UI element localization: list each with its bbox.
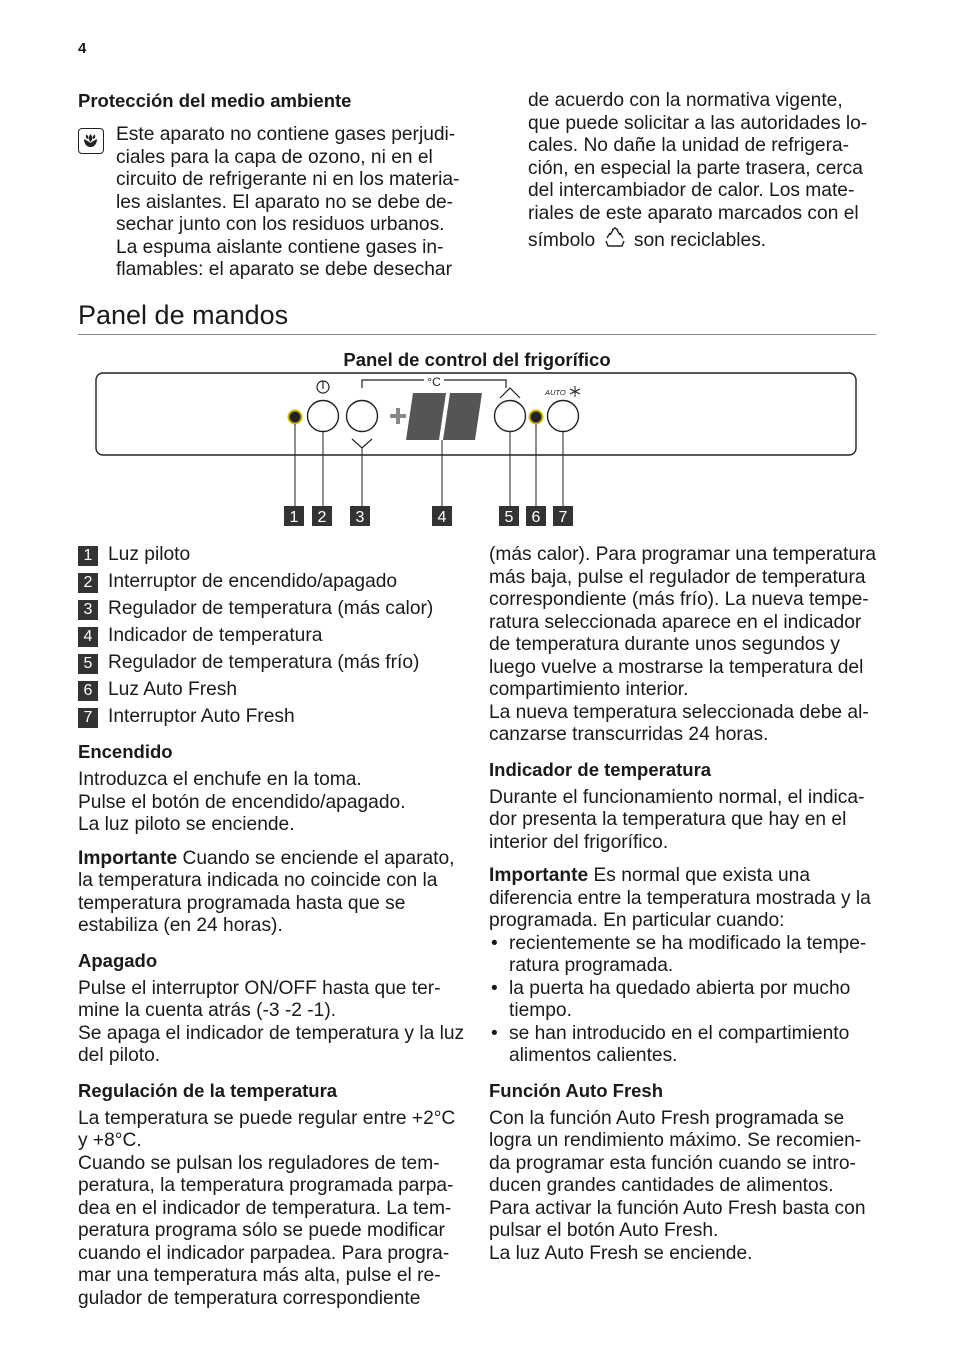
indicador-important-line: Importante Es normal que exista una xyxy=(489,865,811,886)
autofresh-line: ducen grandes cantidades de alimentos. xyxy=(489,1175,834,1196)
panel-caption: Panel de control del frigorífico xyxy=(343,349,611,370)
legend-label: Interruptor Auto Fresh xyxy=(108,706,295,728)
svg-text:7: 7 xyxy=(558,509,568,526)
callout-number-7 xyxy=(553,506,573,526)
regulacion-cont-line: canzarse transcurridas 24 horas. xyxy=(489,724,769,745)
encendido-line: Pulse el botón de encendido/apagado. xyxy=(78,791,406,813)
svg-text:4: 4 xyxy=(437,509,447,526)
svg-text:5: 5 xyxy=(504,509,514,526)
indicador-important-line: diferencia entre la temperatura mostrada y la xyxy=(489,887,871,909)
encendido-section xyxy=(78,741,468,938)
indicador-important-line: programada. En particular cuando: xyxy=(489,910,785,931)
control-panel-diagram xyxy=(94,370,860,530)
legend-label: Regulador de temperatura (más calor) xyxy=(108,598,434,620)
env-line: flamables: el aparato se debe desechar xyxy=(116,259,452,280)
encendido-important-line: la temperatura indicada no coincide con la xyxy=(78,870,438,891)
regulacion-cont-line: (más calor). Para programar una temperatura xyxy=(489,544,877,565)
indicador-line: dor presenta la temperatura que hay en el xyxy=(489,809,847,830)
degree-label: °C xyxy=(427,375,441,389)
svg-text:6: 6 xyxy=(531,509,541,526)
regulacion-cont-line: compartimiento interior. xyxy=(489,679,689,700)
autofresh-section xyxy=(489,1080,881,1266)
svg-text:2: 2 xyxy=(317,509,327,526)
auto-label: AUTO xyxy=(545,388,566,397)
svg-text:1: 1 xyxy=(289,509,299,526)
encendido-line: Introduzca el enchufe en la toma. xyxy=(78,769,362,790)
apagado-line: mine la cuenta atrás (-3 -2 -1). xyxy=(78,1000,337,1021)
callout-number-2 xyxy=(312,506,332,526)
auto-fresh-button[interactable] xyxy=(548,401,579,432)
environment-text-right xyxy=(528,90,888,253)
encendido-important-line: temperatura programada hasta que se xyxy=(78,892,406,914)
page-number: 4 xyxy=(78,40,87,57)
environment-icon xyxy=(78,128,104,154)
legend-label: Regulador de temperatura (más frío) xyxy=(108,652,420,674)
bullet-item: • recientemente se ha modificado la tempe- ratura programada. xyxy=(489,933,881,978)
regulacion-cont-line: luego vuelve a mostrarse la temperatura del xyxy=(489,656,864,678)
legend-label: Interruptor de encendido/apagado xyxy=(108,571,398,593)
legend-label: Indicador de temperatura xyxy=(108,625,323,647)
regulacion-heading: Regulación de la temperatura xyxy=(78,1079,338,1101)
indicador-line: Durante el funcionamiento normal, el indica- xyxy=(489,786,865,808)
regulacion-line: dea en el indicador de temperatura. La tem- xyxy=(78,1197,452,1219)
autofresh-line: La luz Auto Fresh se enciende. xyxy=(489,1242,753,1264)
env-line: del intercambiador de calor. Los mate- xyxy=(528,180,855,201)
env-last-before: símbolo xyxy=(528,230,596,251)
env-line: circuito de refrigerante ni en los materia- xyxy=(116,169,460,190)
regulacion-line: mar una temperatura más alta, pulse el re- xyxy=(78,1265,441,1286)
legend-item xyxy=(78,677,468,704)
legend-label: Luz Auto Fresh xyxy=(108,679,238,701)
temp-warmer-button[interactable] xyxy=(347,401,378,432)
regulacion-cont-line: ratura seleccionada aparece en el indicador xyxy=(489,611,862,633)
section-title: Panel de mandos xyxy=(78,300,289,330)
encendido-important-line: estabiliza (en 24 horas). xyxy=(78,915,283,936)
legend-number: 1 xyxy=(78,546,98,566)
legend-item xyxy=(78,704,468,731)
env-line-recycle xyxy=(528,227,888,253)
apagado-section xyxy=(78,950,468,1068)
regulacion-cont-line: de temperatura durante unos segundos y xyxy=(489,634,840,655)
env-line: ciales para la capa de ozono, ni en el xyxy=(116,146,433,168)
auto-fresh-light xyxy=(530,411,543,424)
environment-section-left xyxy=(78,90,468,112)
recycle-icon xyxy=(603,227,627,249)
env-line: les aislantes. El aparato no se debe de- xyxy=(116,191,454,213)
regulacion-cont-line: más baja, pulse el regulador de temperatura xyxy=(489,566,866,588)
important-label: Importante xyxy=(78,847,178,869)
temp-colder-button[interactable] xyxy=(495,401,526,432)
regulacion-line: gulador de temperatura correspondiente xyxy=(78,1287,421,1309)
callout-number-3 xyxy=(350,506,370,526)
encendido-line: La luz piloto se enciende. xyxy=(78,814,295,835)
legend-item xyxy=(78,596,468,623)
section-rule xyxy=(78,334,876,335)
legend-item xyxy=(78,542,468,569)
autofresh-line: logra un rendimiento máximo. Se recomien- xyxy=(489,1130,862,1151)
autofresh-line: Para activar la función Auto Fresh basta con xyxy=(489,1197,866,1219)
bullet-item: • se han introducido en el compartimiento alimentos calientes. xyxy=(489,1023,881,1068)
regulacion-line: cuando el indicador parpadea. Para progra- xyxy=(78,1242,450,1264)
legend-label: Luz piloto xyxy=(108,544,191,566)
regulacion-line: y +8°C. xyxy=(78,1130,142,1151)
environment-text-left xyxy=(116,124,476,282)
regulacion-line: La temperatura se puede regular entre +2°C xyxy=(78,1107,456,1129)
legend-number: 7 xyxy=(78,708,98,728)
environment-heading: Protección del medio ambiente xyxy=(78,90,352,111)
legend-number: 6 xyxy=(78,681,98,701)
legend-item xyxy=(78,623,468,650)
env-line: Este aparato no contiene gases perjudi- xyxy=(116,124,456,145)
svg-text:3: 3 xyxy=(355,509,365,526)
regulacion-section xyxy=(78,1080,468,1311)
callout-number-5 xyxy=(499,506,519,526)
encendido-heading: Encendido xyxy=(78,741,173,762)
legend-item xyxy=(78,650,468,677)
right-column xyxy=(489,544,881,1265)
on-off-button[interactable] xyxy=(308,401,339,432)
bullet-item: • la puerta ha quedado abierta por mucho tiempo. xyxy=(489,978,881,1023)
important-label: Importante xyxy=(489,865,589,886)
env-line: La espuma aislante contiene gases in- xyxy=(116,236,444,258)
autofresh-line: Con la función Auto Fresh programada se xyxy=(489,1107,845,1129)
env-last-after: son reciclables. xyxy=(633,230,767,251)
indicador-line: interior del frigorífico. xyxy=(489,831,669,853)
apagado-line: Pulse el interruptor ON/OFF hasta que ter- xyxy=(78,977,441,999)
legend-number: 4 xyxy=(78,627,98,647)
env-line: sechar junto con los residuos urbanos. xyxy=(116,214,445,235)
autofresh-line: pulsar el botón Auto Fresh. xyxy=(489,1220,719,1241)
flower-icon xyxy=(79,129,102,152)
regulacion-line: peratura programa sólo se puede modificar xyxy=(78,1220,445,1241)
left-column xyxy=(78,542,468,1310)
regulacion-cont-line: correspondiente (más frío). La nueva tempe- xyxy=(489,589,869,610)
encendido-important-line: Importante Cuando se enciende el aparato, xyxy=(78,847,455,869)
regulacion-line: peratura, la temperatura programada parpa- xyxy=(78,1175,454,1196)
autofresh-heading: Función Auto Fresh xyxy=(489,1079,664,1101)
legend-item xyxy=(78,569,468,596)
pilot-light xyxy=(289,411,302,424)
regulacion-line: Cuando se pulsan los reguladores de tem- xyxy=(78,1152,440,1174)
legend-number: 2 xyxy=(78,573,98,593)
indicador-bullet-list xyxy=(489,933,881,1068)
env-line: ción, en especial la parte trasera, cerca xyxy=(528,157,863,179)
temp-display-digit xyxy=(406,393,446,440)
indicador-heading: Indicador de temperatura xyxy=(489,758,712,780)
legend-list xyxy=(78,542,468,731)
env-line: que puede solicitar a las autoridades lo- xyxy=(528,112,868,134)
regulacion-continued xyxy=(489,544,881,747)
env-line: de acuerdo con la normativa vigente, xyxy=(528,90,843,111)
apagado-line: del piloto. xyxy=(78,1045,161,1066)
callout-number-1 xyxy=(284,506,304,526)
indicador-section xyxy=(489,759,881,1068)
apagado-line: Se apaga el indicador de temperatura y la luz xyxy=(78,1022,465,1044)
legend-number: 5 xyxy=(78,654,98,674)
regulacion-cont-line: La nueva temperatura seleccionada debe al- xyxy=(489,701,869,723)
env-line: cales. No dañe la unidad de refrigera- xyxy=(528,135,850,156)
env-line: riales de este aparato marcados con el xyxy=(528,202,859,224)
autofresh-line: da programar esta función cuando se intro- xyxy=(489,1152,856,1174)
legend-number: 3 xyxy=(78,600,98,620)
callout-number-6 xyxy=(526,506,546,526)
callout-number-4 xyxy=(432,506,452,526)
apagado-heading: Apagado xyxy=(78,949,158,971)
